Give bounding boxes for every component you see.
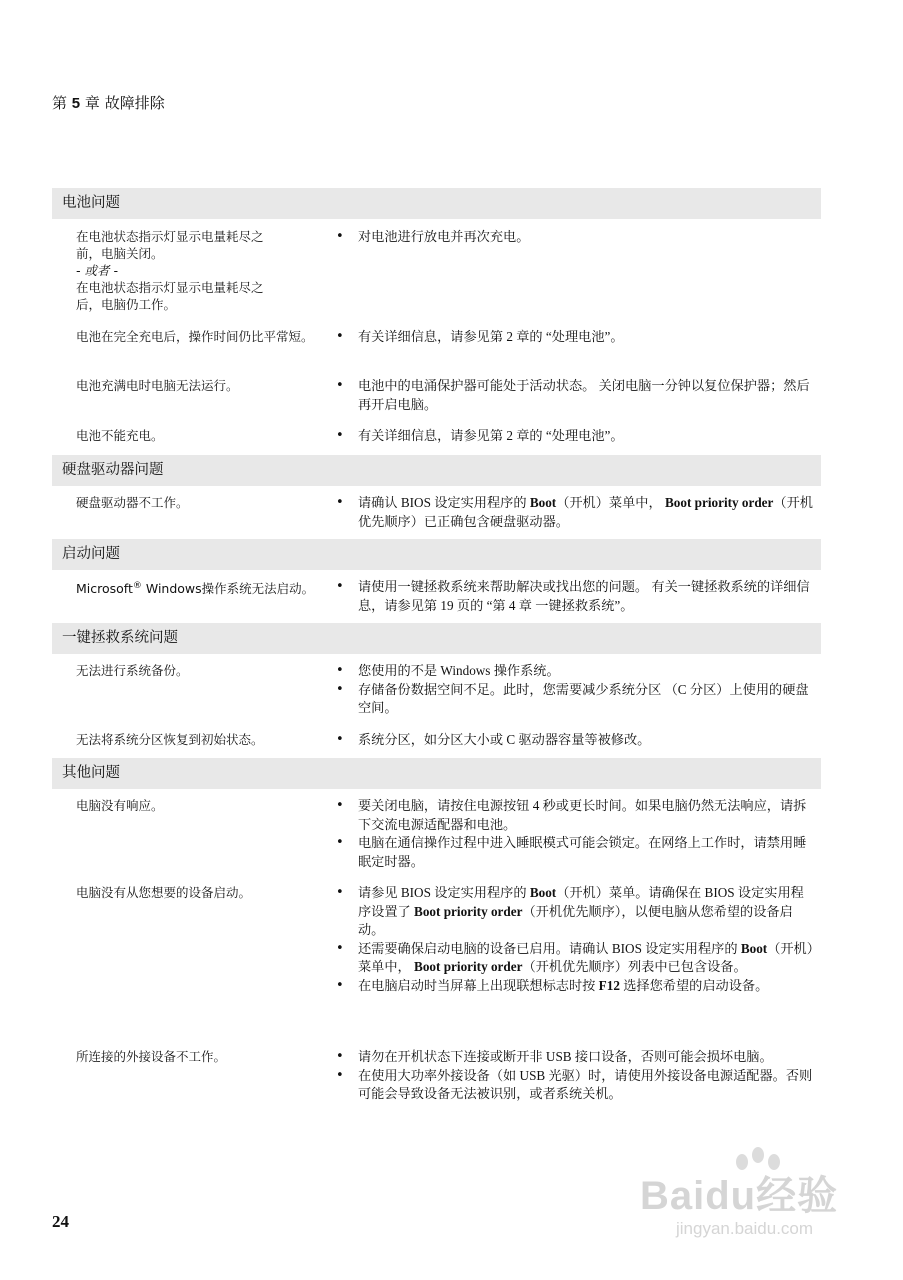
list-item: • 请勿在开机状态下连接或断开非 USB 接口设备，否则可能会损坏电脑。 <box>336 1048 816 1067</box>
battery-answer-1 <box>336 228 816 247</box>
list-item: • 请确认 BIOS 设定实用程序的 Boot（开机）菜单中， Boot priority order（开机优先顺序）已正确包含硬盘驱动器。 <box>336 494 816 531</box>
list-item: • 您使用的不是 Windows 操作系统。 <box>336 662 816 681</box>
section-title-rescue: 一键拯救系统问题 <box>52 623 821 654</box>
question-line: 在电池状态指示灯显示电量耗尽之 <box>76 280 264 295</box>
battery-answer-2 <box>336 328 816 347</box>
list-item: • 请使用一键拯救系统来帮助解决或找出您的问题。 有关一键拯救系统的详细信息，请参见第 19 页的 “第 4 章 一键拯救系统”。 <box>336 578 816 615</box>
list-item: • 存储备份数据空间不足。此时，您需要减少系统分区 （C 分区）上使用的硬盘空间。 <box>336 681 816 718</box>
list-item: • 在使用大功率外接设备（如 USB 光驱）时，请使用外接设备电源适配器。否则可能会导致设备无法被识别，或者系统关机。 <box>336 1067 816 1104</box>
rescue-answer-2 <box>336 731 816 750</box>
list-item: • 对电池进行放电并再次充电。 <box>336 228 816 247</box>
question-or: - 或者 - <box>76 263 118 278</box>
battery-question-2: 电池在完全充电后，操作时间仍比平常短。 <box>76 329 314 344</box>
other-question-2: 电脑没有从您想要的设备启动。 <box>76 885 252 900</box>
list-item: • 在电脑启动时当屏幕上出现联想标志时按 F12 选择您希望的启动设备。 <box>336 977 816 996</box>
hdd-answer-1 <box>336 494 816 531</box>
rescue-answer-1 <box>336 662 816 718</box>
watermark-logo: Baidu经验 <box>640 1174 839 1218</box>
list-item: • 系统分区，如分区大小或 C 驱动器容量等被修改。 <box>336 731 816 750</box>
section-title-hdd: 硬盘驱动器问题 <box>52 455 821 486</box>
battery-question-3: 电池充满电时电脑无法运行。 <box>76 378 239 393</box>
question-line: 后，电脑仍工作。 <box>76 297 177 312</box>
page-number: 24 <box>52 1212 69 1231</box>
list-item: • 电池中的电涌保护器可能处于活动状态。 关闭电脑一分钟以复位保护器；然后再开启电脑。 <box>336 377 816 414</box>
hdd-question-1: 硬盘驱动器不工作。 <box>76 495 189 510</box>
other-answer-3 <box>336 1048 816 1104</box>
other-question-3: 所连接的外接设备不工作。 <box>76 1049 227 1064</box>
list-item: • 电脑在通信操作过程中进入睡眠模式可能会锁定。在网络上工作时，请禁用睡眠定时器。 <box>336 834 816 871</box>
other-answer-2 <box>336 884 816 995</box>
list-item: • 要关闭电脑，请按住电源按钮 4 秒或更长时间。如果电脑仍然无法响应，请拆下交流电源适配器和电池。 <box>336 797 816 834</box>
watermark-url: jingyan.baidu.com <box>676 1219 814 1238</box>
chapter-heading <box>52 92 165 113</box>
section-title-startup: 启动问题 <box>52 539 821 570</box>
section-title-battery: 电池问题 <box>52 188 821 219</box>
battery-question-1 <box>76 228 316 313</box>
other-answer-1 <box>336 797 816 871</box>
question-line: 前，电脑关闭。 <box>76 246 164 261</box>
battery-answer-4 <box>336 427 816 446</box>
chapter-title: 章 故障排除 <box>84 94 165 112</box>
question-line: 在电池状态指示灯显示电量耗尽之 <box>76 229 264 244</box>
battery-question-4: 电池不能充电。 <box>76 428 164 443</box>
section-title-other: 其他问题 <box>52 758 821 789</box>
chapter-prefix: 第 <box>52 94 68 112</box>
list-item: • 有关详细信息，请参见第 2 章的 “处理电池”。 <box>336 427 816 446</box>
rescue-question-1: 无法进行系统备份。 <box>76 663 189 678</box>
other-question-1: 电脑没有响应。 <box>76 798 164 813</box>
startup-answer-1 <box>336 578 816 615</box>
list-item: • 有关详细信息，请参见第 2 章的 “处理电池”。 <box>336 328 816 347</box>
list-item: • 请参见 BIOS 设定实用程序的 Boot（开机）菜单。请确保在 BIOS 设定实用程序设置了 Boot priority order（开机优先顺序），以便电脑从您希望的设备启动。 <box>336 884 816 940</box>
battery-answer-3 <box>336 377 816 414</box>
baidu-watermark <box>640 1146 850 1256</box>
chapter-number: 5 <box>71 95 81 112</box>
startup-question-1: Microsoft® Windows操作系统无法启动。 <box>76 581 315 597</box>
rescue-question-2: 无法将系统分区恢复到初始状态。 <box>76 732 264 747</box>
list-item: • 还需要确保启动电脑的设备已启用。请确认 BIOS 设定实用程序的 Boot（开机）菜单中， Boot priority order（开机优先顺序）列表中已包含设备。 <box>336 940 816 977</box>
